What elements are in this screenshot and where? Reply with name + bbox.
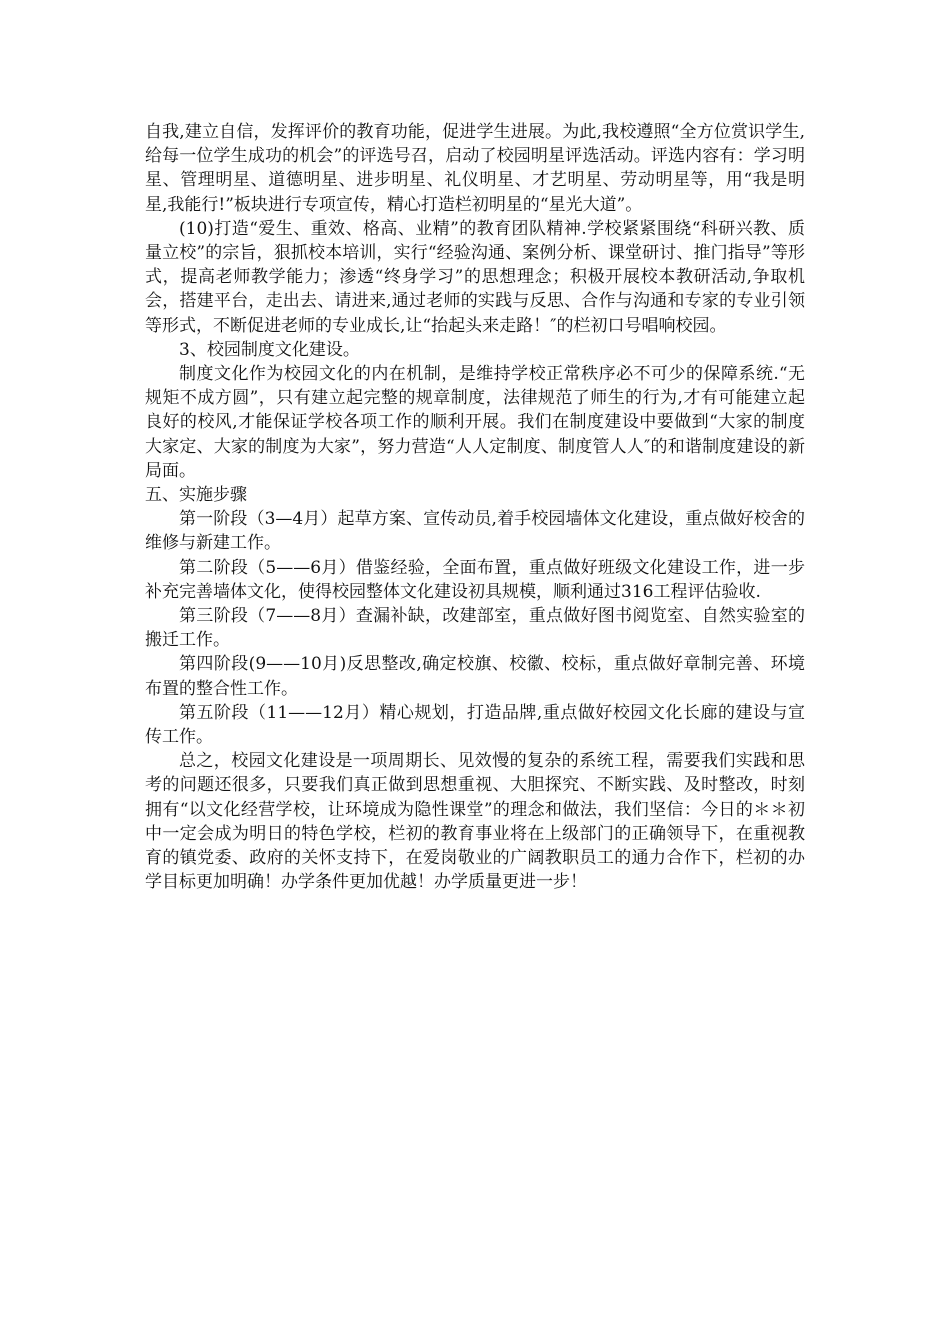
section-heading-implementation-steps: 五、实施步骤 [145,485,247,506]
paragraph-institution-culture: 制度文化作为校园文化的内在机制，是维持学校正常秩序必不可少的保障系统.“无规矩不成方圆”，只有建立起完整的规章制度，法律规范了师生的行为,才有可能建立起良好的校风,才能保证学校各项工作的顺利开展。我们在制度建设中要做到“大家的制度大家定、大家的制度为大家”，努力营造“人人定制度、制度管人人″的和谐制度建设的新局面。 [145,364,805,481]
paragraph-star-selection: 自我,建立自信，发挥评价的教育功能，促进学生进展。为此,我校遵照“全方位赏识学生,给每一位学生成功的机会”的评选号召，启动了校园明星评选活动。评选内容有：学习明星、管理明星、道德明星、进步明星、礼仪明星、才艺明星、劳动明星等，用“我是明星,我能行!”板块进行专项宣传，精心打造栏初明星的“星光大道”。 [145,122,805,215]
section-heading-institution-culture: 3、校园制度文化建设。 [179,339,360,360]
paragraph-conclusion: 总之，校园文化建设是一项周期长、见效慢的复杂的系统工程，需要我们实践和思考的问题还很多，只要我们真正做到思想重视、大胆探究、不断实践、及时整改，时刻拥有“以文化经营学校，让环境成为隐性课堂”的理念和做法，我们坚信：今日的＊＊初中一定会成为明日的特色学校，栏初的教育事业将在上级部门的正确领导下，在重视教育的镇党委、政府的关怀支持下，在爱岗敬业的广阔教职员工的通力合作下，栏初的办学目标更加明确！办学条件更加优越！办学质量更进一步！ [145,751,805,893]
paragraph-team-spirit: (10)打造“爱生、重效、格高、业精”的教育团队精神.学校紧紧围绕“科研兴教、质量立校”的宗旨，狠抓校本培训，实行“经验沟通、案例分析、课堂研讨、推门指导”等形式，提高老师教学能力；渗透“终身学习”的思想理念；积极开展校本教研活动,争取机会，搭建平台，走出去、请进来,通过老师的实践与反思、合作与沟通和专家的专业引领等形式，不断促进老师的专业成长,让“抬起头来走路！″的栏初口号唱响校园。 [145,218,805,336]
paragraph-stage-three: 第三阶段（7——8月）查漏补缺，改建部室，重点做好图书阅览室、自然实验室的搬迁工作。 [145,606,805,651]
paragraph-stage-four: 第四阶段(9——10月)反思整改,确定校旗、校徽、校标，重点做好章制完善、环境布置的整合性工作。 [145,654,805,699]
document-page [145,120,805,895]
paragraph-stage-five: 第五阶段（11——12月）精心规划，打造品牌,重点做好校园文化长廊的建设与宣传工作。 [145,702,805,748]
paragraph-stage-two: 第二阶段（5——6月）借鉴经验，全面布置，重点做好班级文化建设工作，进一步补充完善墙体文化，使得校园整体文化建设初具规模，顺利通过316工程评估验收. [145,557,805,602]
paragraph-stage-one: 第一阶段（3—4月）起草方案、宣传动员,着手校园墙体文化建设，重点做好校舍的维修与新建工作。 [145,509,805,554]
